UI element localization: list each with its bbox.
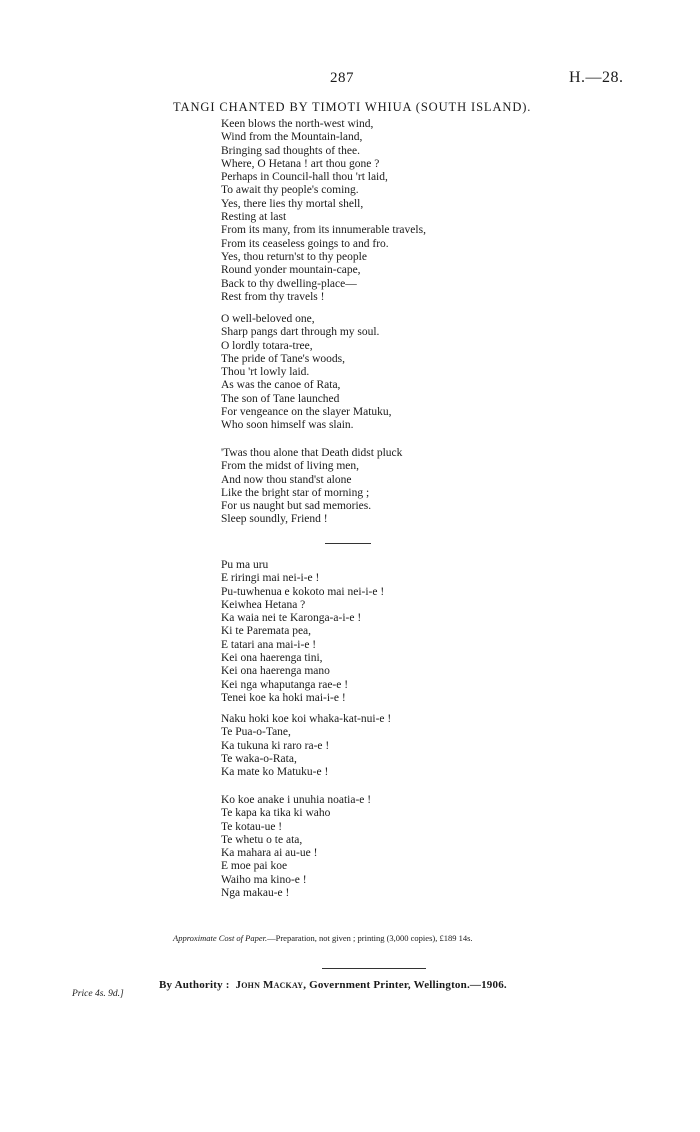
poem-line: As was the canoe of Rata, <box>221 379 341 392</box>
poem-line: E riringi mai nei-i-e ! <box>221 572 320 585</box>
maori-stanza-3 <box>221 794 371 900</box>
poem-line: Like the bright star of morning ; <box>221 486 370 499</box>
poem-line: The pride of Tane's woods, <box>221 352 346 365</box>
poem-line: Pu-tuwhenua e kokoto mai nei-i-e ! <box>221 585 385 598</box>
poem-line: Te kapa ka tika ki waho <box>221 807 331 820</box>
poem-line: Round yonder mountain-cape, <box>221 264 361 277</box>
poem-line: 'Twas thou alone that Death didst pluck <box>221 447 403 459</box>
price-note: Price 4s. 9d.] <box>72 989 124 999</box>
poem-line: For vengeance on the slayer Matuku, <box>221 406 392 419</box>
poem-line: Back to thy dwelling-place— <box>221 277 357 290</box>
poem-line: Sharp pangs dart through my soul. <box>221 326 380 339</box>
poem-line: Keen blows the north-west wind, <box>221 118 374 130</box>
maori-stanza-1 <box>221 559 384 705</box>
poem-line: Ka mahara ai au-ue ! <box>221 847 318 860</box>
poem-line: Pu ma uru <box>221 559 269 571</box>
poem-line: For us naught but sad memories. <box>221 500 372 513</box>
poem-line: From its many, from its innumerable travels, <box>221 224 426 237</box>
document-reference: H.—28. <box>569 69 624 86</box>
poem-line: Te Pua-o-Tane, <box>221 726 291 739</box>
poem-line: E moe pai koe <box>221 860 288 873</box>
footer-rule <box>322 968 426 969</box>
poem-line: Bringing sad thoughts of thee. <box>221 144 360 157</box>
poem-line: From its ceaseless goings to and fro. <box>221 237 389 250</box>
poem-line: Sleep soundly, Friend ! <box>221 513 328 526</box>
poem-line: Te kotau-ue ! <box>221 820 283 833</box>
maori-stanza-2 <box>221 713 391 779</box>
poem-line: Who soon himself was slain. <box>221 419 354 432</box>
poem-line: Perhaps in Council-hall thou 'rt laid, <box>221 171 388 184</box>
cost-label: Approximate Cost of Paper. <box>173 933 268 943</box>
poem-line: And now thou stand'st alone <box>221 473 352 486</box>
poem-line: O lordly totara-tree, <box>221 339 313 352</box>
english-stanza-2 <box>221 313 392 433</box>
poem-line: Wind from the Mountain-land, <box>221 131 363 144</box>
english-stanza-1 <box>221 118 426 304</box>
poem-line: From the midst of living men, <box>221 460 359 473</box>
poem-line: Tenei koe ka hoki mai-i-e ! <box>221 691 346 704</box>
cost-note <box>173 933 473 943</box>
poem-line: Resting at last <box>221 211 287 224</box>
poem-line: Ka waia nei te Karonga-a-i-e ! <box>221 612 362 625</box>
poem-line: Naku hoki koe koi whaka-kat-nui-e ! <box>221 713 392 725</box>
poem-line: Te waka-o-Rata, <box>221 752 297 765</box>
poem-line: E tatari ana mai-i-e ! <box>221 638 317 651</box>
poem-title: TANGI CHANTED BY TIMOTI WHIUA (SOUTH ISLAND). <box>173 100 532 114</box>
authority-prefix: By Authority : <box>159 979 230 991</box>
poem-line: O well-beloved one, <box>221 313 315 325</box>
poem-line: Yes, thou return'st to thy people <box>221 250 367 263</box>
poem-line: Nga makau-e ! <box>221 887 290 900</box>
section-divider <box>325 543 371 544</box>
printer-name: John Mackay <box>235 979 304 991</box>
printer-imprint <box>159 979 507 991</box>
poem-line: Ki te Paremata pea, <box>221 625 312 638</box>
poem-line: Kei ona haerenga mano <box>221 665 330 678</box>
poem-line: Ka mate ko Matuku-e ! <box>221 766 329 779</box>
poem-line: Kei nga whaputanga rae-e ! <box>221 678 349 691</box>
poem-line: Te whetu o te ata, <box>221 833 303 846</box>
poem-line: Kei ona haerenga tini, <box>221 652 323 665</box>
poem-line: Keiwhea Hetana ? <box>221 598 306 611</box>
poem-line: Ko koe anake i unuhia noatia-e ! <box>221 794 372 806</box>
poem-line: To await thy people's coming. <box>221 184 359 197</box>
english-stanza-3 <box>221 447 402 527</box>
page-number: 287 <box>330 70 354 86</box>
poem-line: Thou 'rt lowly laid. <box>221 366 310 379</box>
printer-details: , Government Printer, Wellington.—1906. <box>303 979 507 991</box>
poem-line: Yes, there lies thy mortal shell, <box>221 197 364 210</box>
poem-line: Rest from thy travels ! <box>221 290 325 303</box>
poem-line: The son of Tane launched <box>221 392 340 405</box>
poem-line: Ka tukuna ki raro ra-e ! <box>221 739 330 752</box>
poem-line: Where, O Hetana ! art thou gone ? <box>221 157 380 170</box>
poem-line: Waiho ma kino-e ! <box>221 873 307 886</box>
cost-text: —Preparation, not given ; printing (3,000 copies), £189 14s. <box>267 933 473 943</box>
